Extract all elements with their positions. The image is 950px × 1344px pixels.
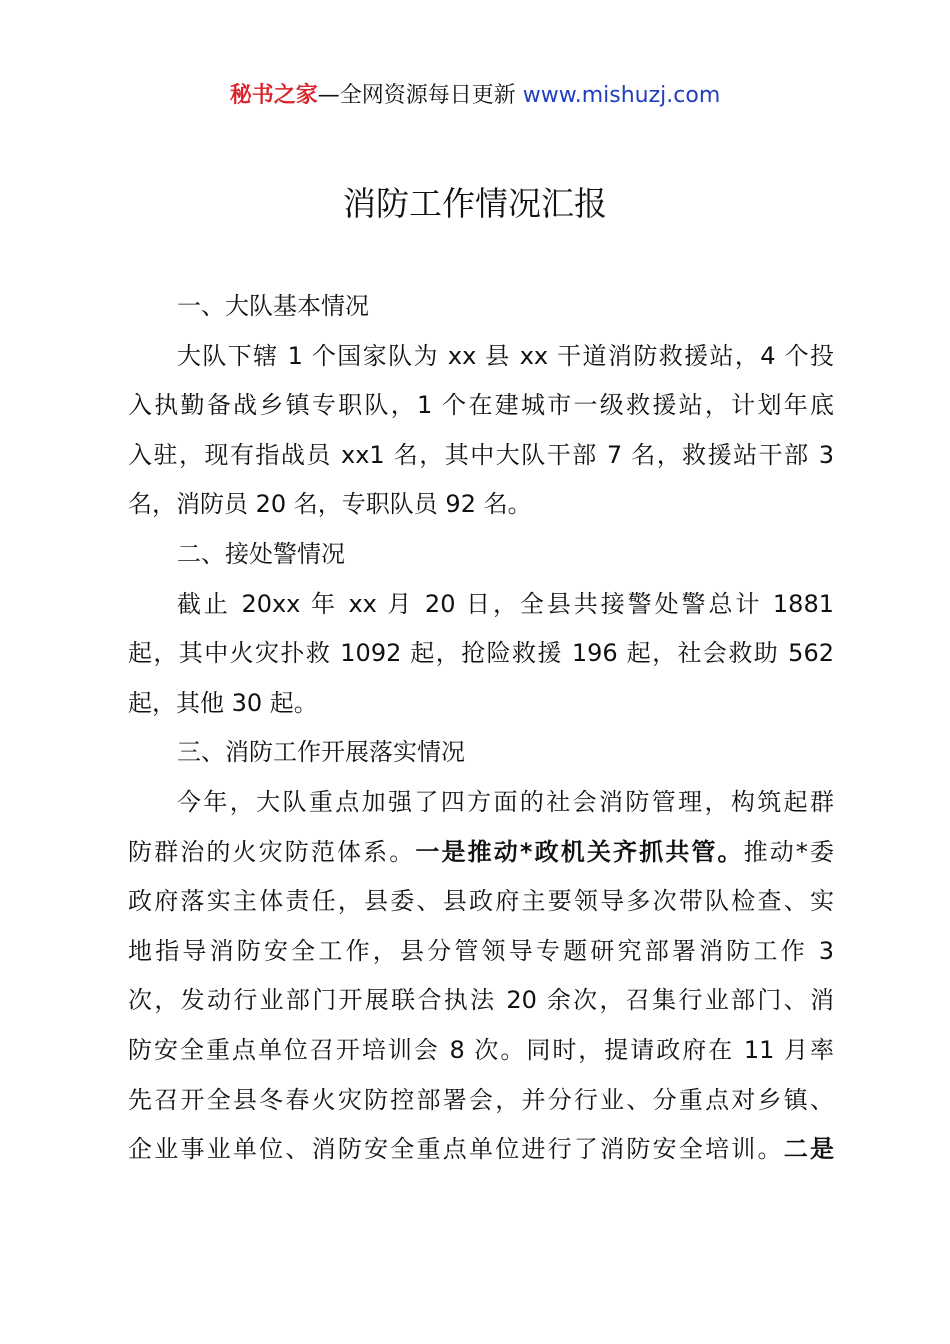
- line-text: 推动*委: [743, 837, 835, 866]
- site-slogan: —全网资源每日更新: [317, 83, 523, 108]
- paragraph-line: [128, 828, 834, 878]
- paragraph-line: 入驻，现有指战员 xx1 名，其中大队干部 7 名，救援站干部 3: [128, 440, 834, 469]
- paragraph-line: 截止 20xx 年 xx 月 20 日，全县共接警处警总计 1881: [177, 589, 834, 618]
- paragraph-line: 今年，大队重点加强了四方面的社会消防管理，构筑起群: [177, 787, 834, 816]
- line-text: 防群治的火灾防范体系。: [128, 837, 416, 866]
- paragraph-line: 起，其中火灾扑救 1092 起，抢险救援 196 起，社会救助 562: [128, 639, 834, 668]
- document-body: [128, 282, 834, 1175]
- paragraph-line: 入执勤备战乡镇专职队，1 个在建城市一级救援站，计划年底: [128, 391, 834, 420]
- paragraph-line: 防安全重点单位召开培训会 8 次。同时，提请政府在 11 月率: [128, 1035, 834, 1064]
- paragraph-line: 地指导消防安全工作，县分管领导专题研究部署消防工作 3: [128, 936, 834, 965]
- paragraph-line: [128, 1125, 834, 1175]
- paragraph-line: 政府落实主体责任，县委、县政府主要领导多次带队检查、实: [128, 887, 834, 916]
- site-banner: [0, 80, 950, 112]
- site-url-link[interactable]: www.mishuzj.com: [522, 83, 721, 108]
- bold-phrase: 二是: [783, 1135, 835, 1164]
- line-text: 企业事业单位、消防安全重点单位进行了消防安全培训。: [128, 1135, 784, 1164]
- site-brand: 秘书之家: [229, 83, 318, 108]
- section-heading-3: 三、消防工作开展落实情况: [177, 738, 465, 767]
- paragraph-line: 大队下辖 1 个国家队为 xx 县 xx 干道消防救援站，4 个投: [177, 341, 834, 370]
- paragraph-line: 先召开全县冬春火灾防控部署会，并分行业、分重点对乡镇、: [128, 1085, 834, 1114]
- section-heading-2: 二、接处警情况: [177, 539, 345, 568]
- document-title: 消防工作情况汇报: [343, 184, 607, 223]
- bold-phrase: 一是推动*政机关齐抓共管。: [415, 837, 744, 866]
- paragraph-line: 名，消防员 20 名，专职队员 92 名。: [128, 490, 532, 519]
- paragraph-line: 起，其他 30 起。: [128, 688, 318, 717]
- paragraph-line: 次，发动行业部门开展联合执法 20 余次，召集行业部门、消: [128, 986, 834, 1015]
- section-heading-1: 一、大队基本情况: [177, 292, 369, 320]
